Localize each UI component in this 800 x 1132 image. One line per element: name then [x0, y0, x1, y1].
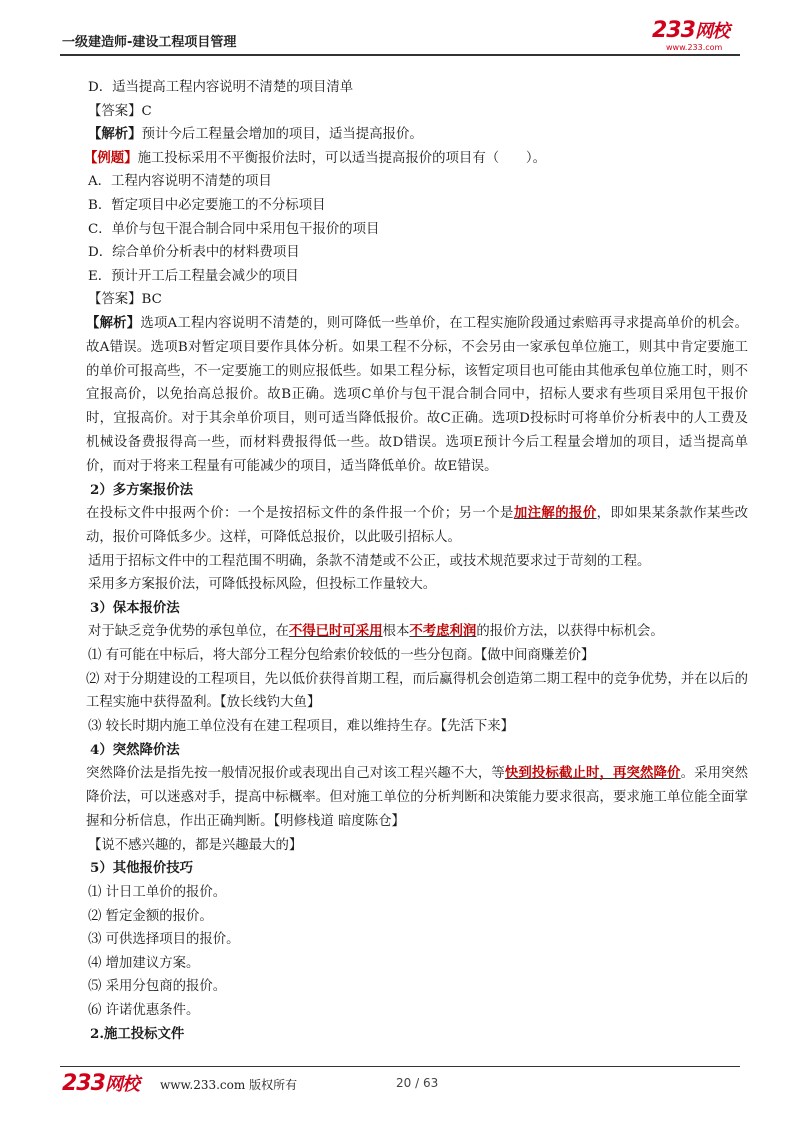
option-e: E．预计开工后工程量会减少的项目: [88, 268, 299, 284]
answer-prev: 【答案】C: [88, 103, 152, 119]
highlight-no-profit: 不考虑利润: [409, 623, 477, 640]
break-even-paragraph: [88, 620, 748, 644]
multi-plan-applicable: 适用于招标文件中的工程范围不明确，条款不清楚或不公正，或技术规范要求过于苛刻的工程。: [88, 553, 651, 569]
section-heading-bid-docs: 2.施工投标文件: [90, 1025, 185, 1042]
sudden-cut-note: 【说不感兴趣的，都是兴趣最大的】: [88, 837, 303, 853]
analysis-paragraph: [86, 312, 748, 479]
other-tip-1: ⑴ 计日工单价的报价。: [88, 885, 227, 901]
para-text: 对于缺乏竞争优势的承包单位，在: [88, 624, 289, 640]
answer: 【答案】BC: [88, 292, 162, 308]
other-tip-4: ⑷ 增加建议方案。: [88, 955, 200, 971]
example-text: 施工投标采用不平衡报价法时，可以适当提高报价的项目有（ ）。: [137, 150, 546, 166]
para-text: 的报价方法，以获得中标机会。: [476, 624, 664, 640]
analysis-label: 【解析】: [88, 126, 142, 143]
other-tip-5: ⑸ 采用分包商的报价。: [88, 979, 227, 995]
footer-logo-text: 网校: [104, 1074, 139, 1095]
other-tip-3: ⑶ 可供选择项目的报价。: [88, 932, 240, 948]
sudden-cut-paragraph: [86, 762, 748, 833]
section-heading-5: 5）其他报价技巧: [90, 860, 194, 877]
option-c: C．单价与包干混合制合同中采用包干报价的项目: [88, 221, 380, 237]
analysis-label: 【解析】: [86, 314, 141, 331]
other-tip-2: ⑵ 暂定金额的报价。: [88, 908, 213, 924]
para-text: 。采用突然降价法，可以迷惑对手，提高中标概率。但对施工单位的分析判断和决策能力要求很高，要求施工单位能全面掌握和分析信息，作出正确判断。【明修栈道 暗度陈仓】: [86, 766, 749, 830]
option-d-prev: D．适当提高工程内容说明不清楚的项目清单: [88, 80, 354, 95]
section-heading-3: 3）保本报价法: [90, 599, 180, 616]
option-b: B．暂定项目中必定要施工的不分标项目: [88, 197, 326, 213]
copyright: www.233.com 版权所有: [160, 1078, 298, 1092]
logo: [652, 20, 742, 54]
analysis-body: 选项A工程内容说明不清楚的，则可降低一些单价，在工程实施阶段通过索赔再寻求提高单价的机会。故A错误。选项B对暂定项目要作具体分析。如果工程不分标，不会另由一家承包单位施工，则其中肯定要施工的单价可报高些，不一定要施工的则应报低些。如果工程分标，该暂定项目也可能由其他承包单位施工时，则不宜报高价，以免抬高总报价。故B正确。选项C单价与包干混合制合同中，招标人要求有些项目采用包干报价时，宜报高价。对于其余单价项目，则可适当降低报价。故C正确。选项D投标时可将单价分析表中的人工费及机械设备费报得高一些，而材料费报得低一些。故D错误。选项E预计今后工程量会增加的项目，适当提高单价，而对于将来工程量有可能减少的项目，适当降低单价。故E错误。: [86, 315, 749, 474]
break-even-item-2: ⑵ 对于分期建设的工程项目，先以低价获得首期工程，而后赢得机会创造第二期工程中的竞争优势，并在以后的工程实施中获得盈利。【放长线钓大鱼】: [86, 671, 748, 711]
logo-url: www.233.com: [666, 43, 723, 52]
page-content: [84, 76, 749, 1046]
example-question: [84, 147, 748, 171]
option-a: A．工程内容说明不清楚的项目: [88, 174, 272, 190]
example-label: 【例题】: [84, 149, 138, 166]
highlight-annotated-price: 加注解的报价: [513, 505, 597, 522]
logo-brand-number: 233: [652, 18, 695, 43]
analysis-text: 预计今后工程量会增加的项目，适当提高报价。: [141, 127, 423, 143]
para-text: ，即如果某条款作某些改动，报价可降低多少。这样，可降低总报价，以此吸引招标人。: [86, 506, 749, 545]
para-text: 突然降价法是指先按一般情况报价或表现出自己对该工程兴趣不大，等: [86, 766, 505, 782]
page-footer: [60, 1071, 740, 1104]
section-heading-4: 4）突然降价法: [90, 741, 180, 758]
document-title: 一级建造师-建设工程项目管理: [62, 35, 237, 50]
break-even-item-3: ⑶ 较长时期内施工单位没有在建工程项目，难以维持生存。【先活下来】: [88, 719, 515, 735]
highlight-last-resort: 不得已时可采用: [288, 623, 383, 640]
logo-brand-text: 网校: [694, 21, 729, 42]
footer-logo: [62, 1070, 139, 1096]
highlight-sudden-cut: 快到投标截止时，再突然降价: [504, 765, 681, 782]
option-d: D．综合单价分析表中的材料费项目: [88, 245, 300, 261]
header-divider: [60, 54, 740, 56]
multi-plan-risk: 采用多方案报价法，可降低投标风险，但投标工作量较大。: [88, 577, 437, 593]
page-number: 20 / 63: [396, 1076, 439, 1090]
footer-logo-number: 233: [62, 1071, 105, 1096]
footer-divider: [60, 1066, 740, 1067]
multi-plan-paragraph: [86, 502, 748, 550]
break-even-item-1: ⑴ 有可能在中标后，将大部分工程分包给索价较低的一些分包商。【做中间商赚差价】: [88, 648, 595, 664]
analysis-prev: [88, 123, 748, 147]
para-text: 在投标文件中报两个价：一个是按招标文件的条件报一个价；另一个是: [86, 506, 514, 522]
other-tip-6: ⑹ 许诺优惠条件。: [88, 1003, 200, 1018]
para-text: 根本: [382, 624, 410, 640]
section-heading-2: 2）多方案报价法: [90, 481, 194, 498]
